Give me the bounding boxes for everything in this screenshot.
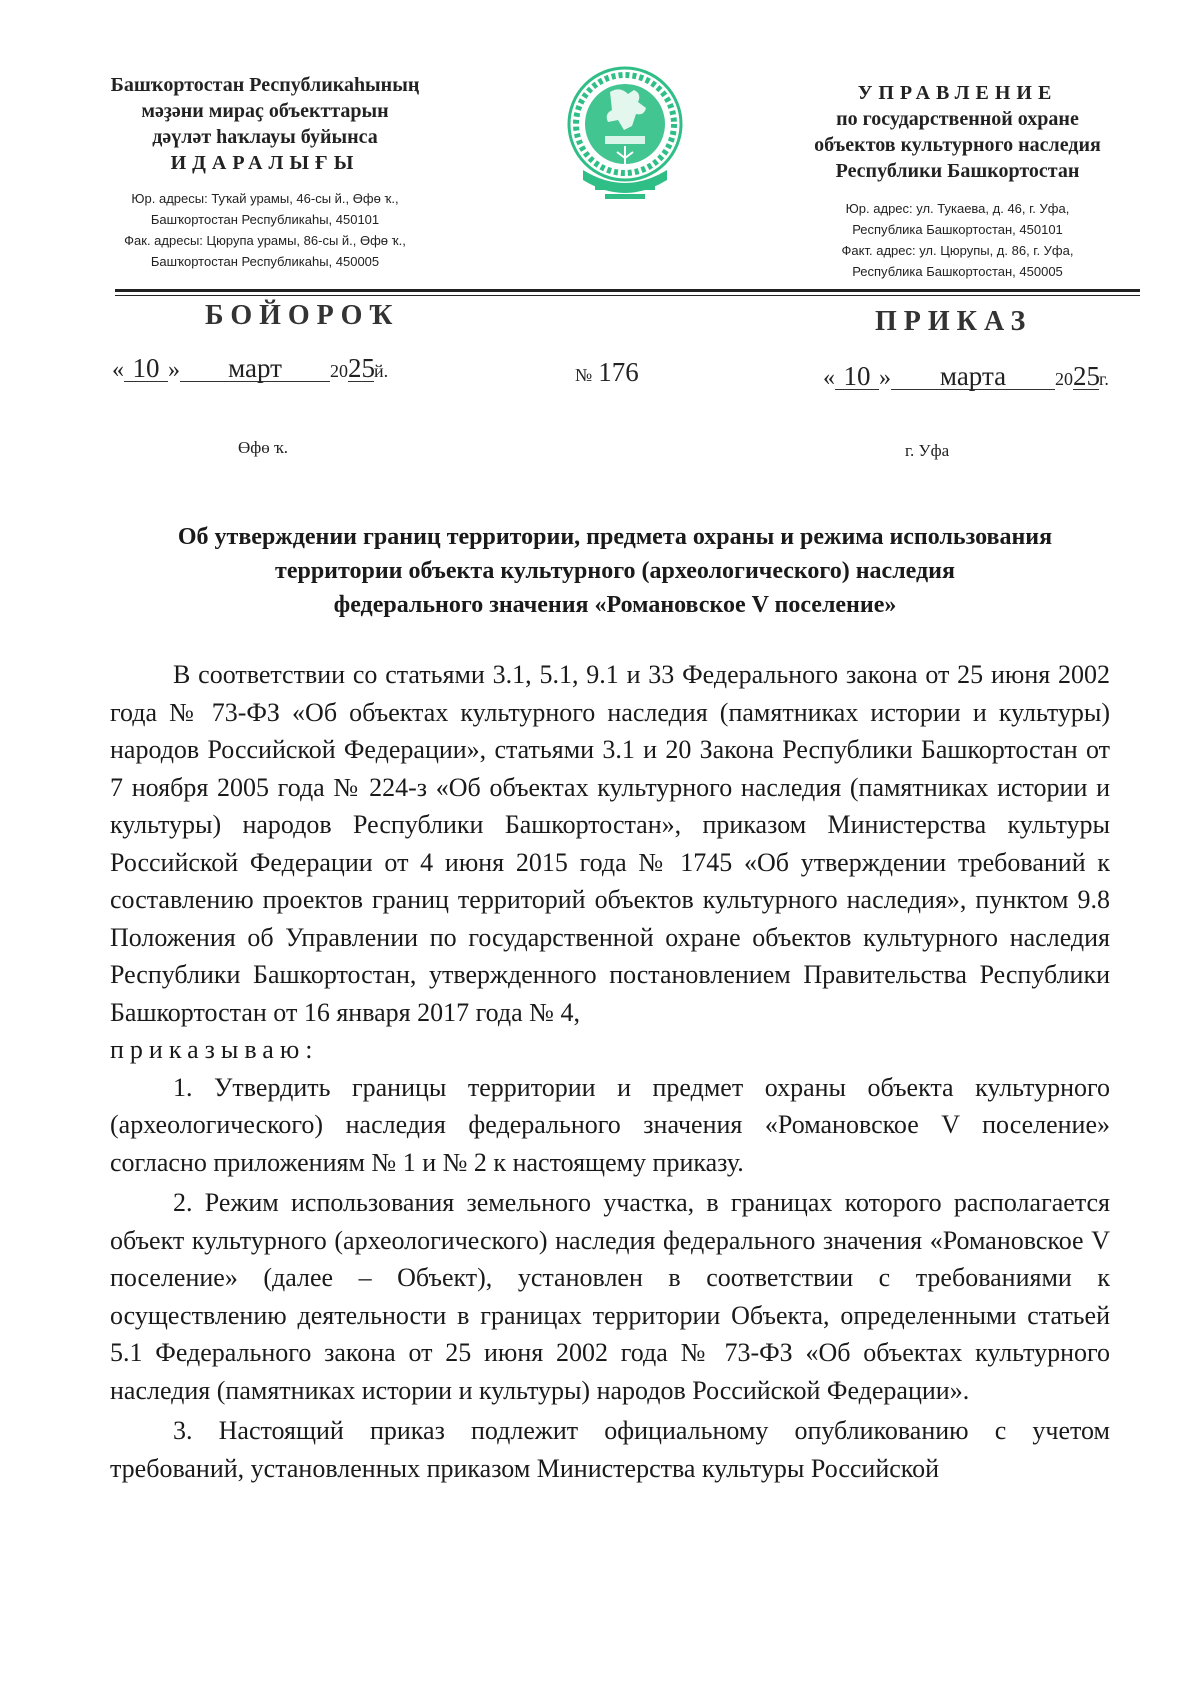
- org-name-line: Республики Башкортостан: [835, 160, 1080, 182]
- item-paragraph: 3. Настоящий приказ подлежит официальному опубликованию с учетом требований, установленных приказом Министерства культуры Российской: [110, 1416, 1110, 1483]
- quote-open: «: [112, 357, 124, 383]
- org-name-line: по государственной охране: [836, 108, 1079, 130]
- org-name-line: ИДАРАЛЫҒЫ: [170, 152, 360, 174]
- number-label: №: [575, 365, 593, 385]
- header-divider-thin: [115, 295, 1140, 296]
- address-line: Факт. адрес: ул. Цюрупы, д. 86, г. Уфа,: [841, 243, 1074, 258]
- address-line: Республика Башкортостан, 450101: [852, 222, 1063, 237]
- address-block: [95, 188, 435, 272]
- date-left: [112, 355, 388, 384]
- address-block: [785, 198, 1130, 282]
- org-name-line: объектов культурного наследия: [814, 134, 1101, 156]
- title-line: территории объекта культурного (археологического) наследия: [275, 558, 955, 584]
- number-value: 176: [598, 357, 639, 387]
- address-line: Башҡортостан Республикаһы, 450101: [150, 212, 380, 227]
- date-month: март: [180, 355, 330, 382]
- document-type-russian: ПРИКАЗ: [875, 306, 1033, 337]
- address-line: Юр. адресы: Туҡай урамы, 46-сы й., Өфө ҡ.,: [131, 191, 399, 206]
- item-paragraph: 2. Режим использования земельного участка, в границах которого располагается объект культурного (археологического) наследия федерального значения «Романовское V поселение» (далее – Объект), установлен в соответствии с требованиями к осуществлению деятельности в границах территории Объекта, определенными статьей 5.1 Федерального закона от 25 июня 2002 года № 73-ФЗ «Об объектах культурного наследия (памятниках истории и культуры) народов Российской Федерации».: [110, 1188, 1110, 1405]
- item-paragraph: 1. Утвердить границы территории и предмет охраны объекта культурного (археологического) наследия федерального значения «Романовское V поселение» согласно приложениям № 1 и № 2 к настоящему приказу.: [110, 1072, 1110, 1177]
- document-number: [575, 357, 639, 388]
- document-type-bashkir: БОЙОРОҠ: [205, 300, 400, 331]
- date-century: 20: [330, 361, 348, 381]
- date-year: 25: [348, 353, 375, 383]
- org-name-line: Башҡортостан Республикаһының: [110, 74, 420, 96]
- org-name-line: мәҙәни мираҫ объекттарын: [141, 100, 389, 122]
- title-line: федерального значения «Романовское V поселение»: [333, 592, 897, 618]
- date-suffix: г.: [1099, 369, 1109, 389]
- title-line: Об утверждении границ территории, предмета охраны и режима использования: [177, 524, 1053, 550]
- document-body: [110, 656, 1110, 1487]
- bashkortostan-coat-of-arms-icon: [565, 62, 685, 212]
- place-right: г. Уфа: [905, 441, 950, 460]
- date-suffix: й.: [374, 361, 389, 381]
- quote-close: »: [879, 365, 891, 391]
- preamble-paragraph: В соответствии со статьями 3.1, 5.1, 9.1 и 33 Федерального закона от 25 июня 2002 года № 73-ФЗ «Об объектах культурного наследия (памятниках истории и культуры) народов Российской Федерации», статьями 3.1 и 20 Закона Республики Башкортостан от 7 ноября 2005 года № 224-з «Об объектах культурного наследия (памятниках истории и культуры) народов Республики Башкортостан», приказом Министерства культуры Российской Федерации от 4 июня 2015 года № 1745 «Об утверждении требований к составлению проектов границ территорий объектов культурного наследия», пунктом 9.8 Положения об Управлении по государственной охране объектов культурного наследия Республики Башкортостан, утвержденного постановлением Правительства Республики Башкортостан от 16 января 2017 года № 4,: [110, 660, 1110, 1027]
- header-divider: [115, 289, 1140, 292]
- order-word: приказываю:: [110, 1035, 319, 1064]
- header-left-bashkir: [95, 72, 435, 272]
- org-name-line: дәүләт һаҡлауы буйынса: [152, 126, 378, 148]
- date-month: марта: [891, 363, 1055, 390]
- address-line: Фак. адресы: Цюрупа урамы, 86-сы й., Өфө ҡ.,: [124, 233, 406, 248]
- quote-open: «: [823, 365, 835, 391]
- document-title: [90, 520, 1140, 622]
- date-day: 10: [124, 355, 168, 382]
- address-line: Башҡортостан Республикаһы, 450005: [150, 254, 380, 269]
- date-year: 25: [1073, 361, 1100, 391]
- org-name-line: УПРАВЛЕНИЕ: [857, 82, 1058, 104]
- address-line: Юр. адрес: ул. Тукаева, д. 46, г. Уфа,: [845, 201, 1070, 216]
- date-century: 20: [1055, 369, 1073, 389]
- header-right-russian: [785, 80, 1130, 282]
- date-right: [823, 363, 1109, 392]
- address-line: Республика Башкортостан, 450005: [852, 264, 1063, 279]
- quote-close: »: [168, 357, 180, 383]
- date-day: 10: [835, 363, 879, 390]
- place-left: Өфө ҡ.: [238, 438, 289, 457]
